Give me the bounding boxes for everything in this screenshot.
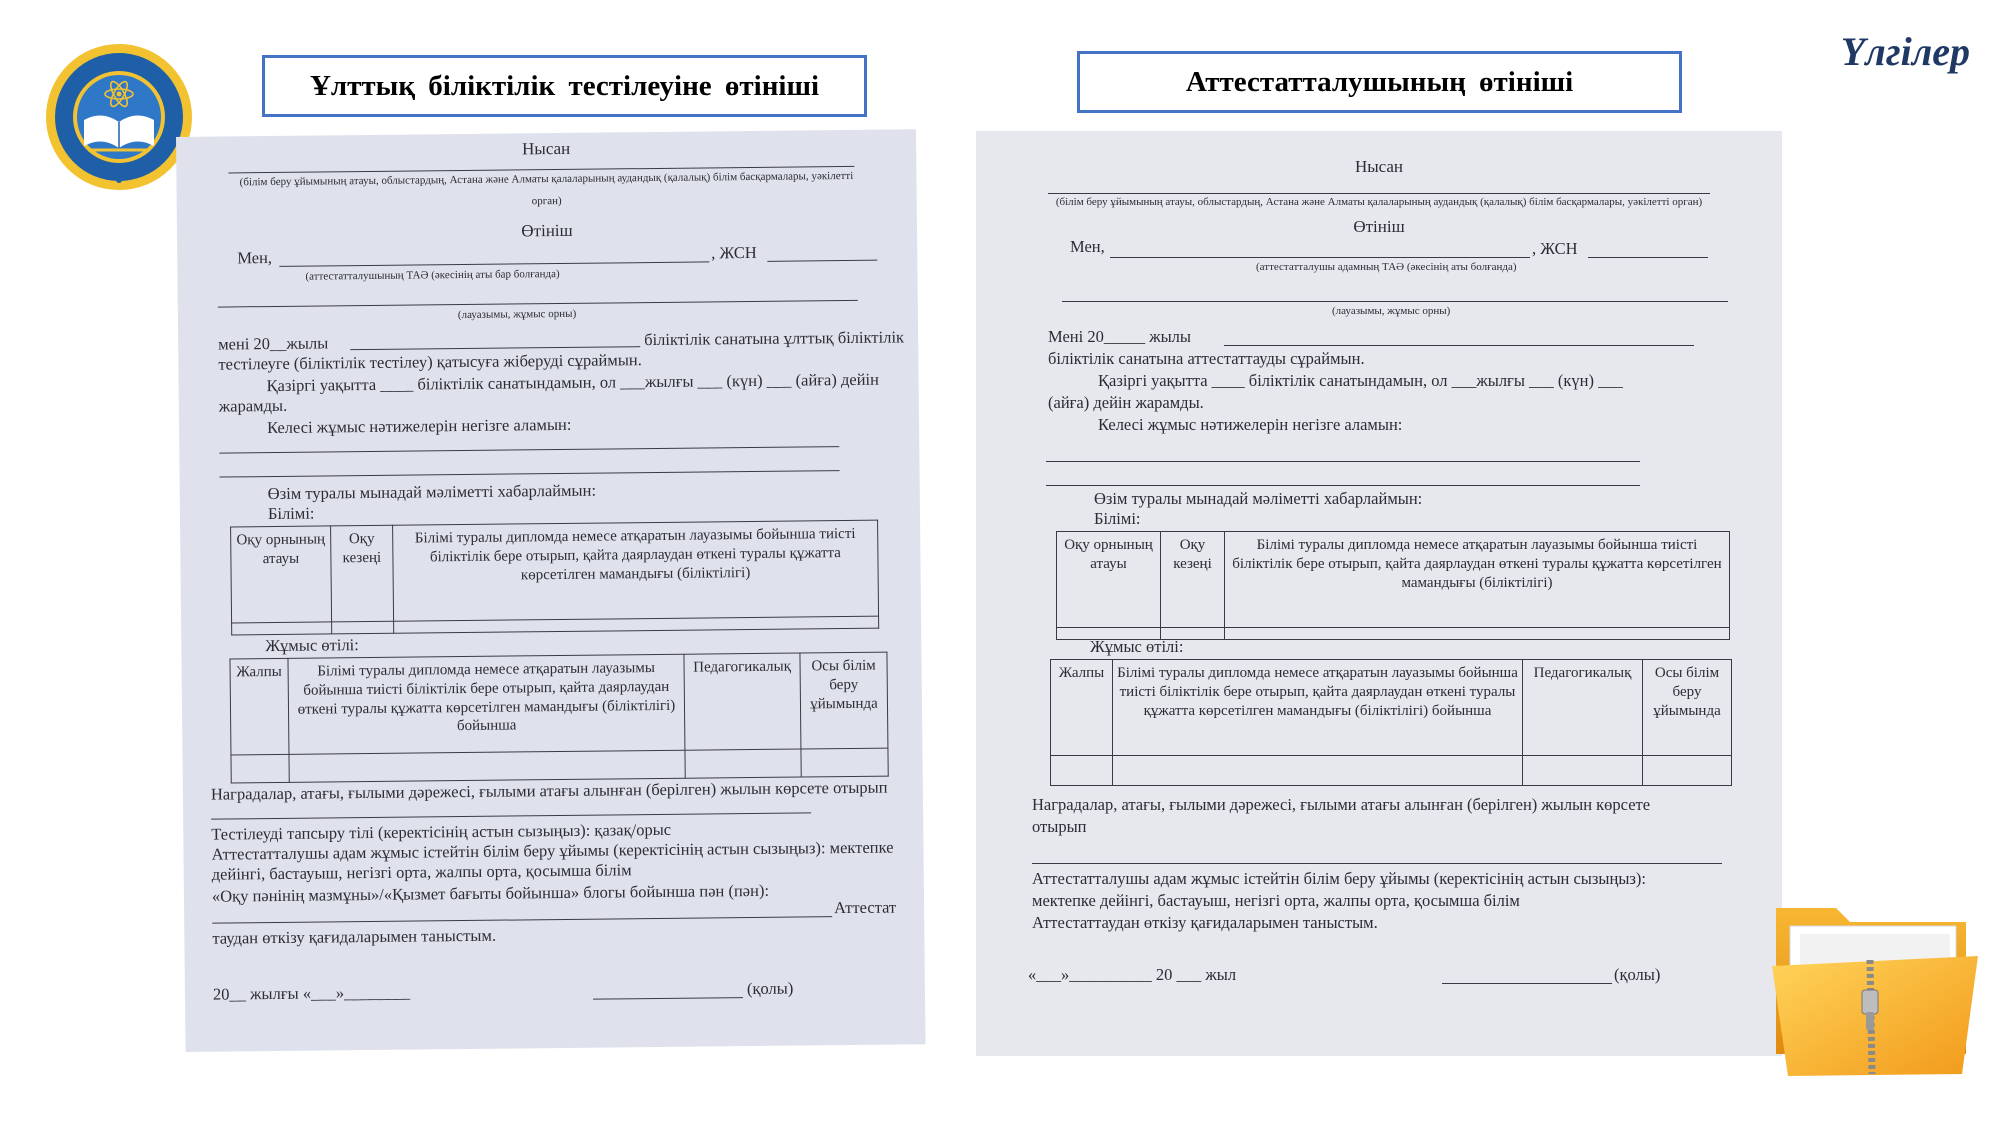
signature-label: (қолы) (1614, 965, 1661, 984)
org-text-1: Аттестатталушы адам жұмыс істейтін білім беру ұйымы (керектісінің астын сызыңыз): (1032, 869, 1647, 888)
position-hint: (лауазымы, жұмыс орны) (1332, 305, 1451, 317)
signature-label: (қолы) (746, 978, 794, 999)
para-3: Келесі жұмыс нәтижелерін негізге аламын: (266, 414, 572, 438)
para-2b: жарамды. (218, 395, 288, 416)
date-line: 20__ жылғы «___»________ (212, 982, 411, 1004)
subject-text: «Оқу пәнінің мазмұны»/«Қызмет бағыты бойынша» блогы бойынша пән (пән): (211, 880, 770, 906)
org-text-1: Аттестатталушы адам жұмыс істейтін білім беру ұйымы (керектісінің астын сызыңыз): мектепке (211, 837, 894, 864)
rules-text: Аттестаттаудан өткізу қағидаларымен таныстым. (1032, 913, 1378, 932)
education-table (1056, 531, 1730, 640)
edu-col-specialty: Білімі туралы дипломда немесе атқаратын лауазымы бойынша тиісті біліктілік бере отырып, қайта даярлаудан өткені туралы құжатта көрсетілген мамандығы (біліктілігі) (393, 520, 879, 621)
para-1b: біліктілік санатына ұлттық біліктілік (644, 327, 905, 350)
para-2a: Қазіргі уақытта ____ біліктілік санатындамын, ол ___жылғы ___ (күн) ___ (айға) дейін (266, 369, 880, 396)
para-2b: (айға) дейін жарамды. (1048, 393, 1204, 412)
work-table (229, 652, 888, 784)
work-col-total: Жалпы (1051, 660, 1113, 756)
iin-label: , ЖСН (711, 242, 757, 263)
edu-col-institution: Оқу орнының атауы (1057, 532, 1161, 628)
work-col-total: Жалпы (230, 658, 289, 755)
para-2a: Қазіргі уақытта ____ біліктілік санатындамын, ол ___жылғы ___ (күн) ___ (1098, 371, 1623, 390)
para-1c: тестілеуге (біліктілік тестілеу) қатысуға жіберуді сұраймын. (218, 350, 642, 374)
work-table (1050, 659, 1732, 786)
me-label: Мен, (1070, 237, 1105, 256)
awards-text-1: Наградалар, атағы, ғылыми дәрежесі, ғылыми атағы алынған (берілген) жылын көрсете (1032, 795, 1651, 814)
para-1a: Мені 20_____ жылы (1048, 327, 1191, 346)
work-col-specialty: Білімі туралы дипломда немесе атқаратын лауазымы бойынша тиісті біліктілік бере отырып, қайта даярлаудан өткені туралы құжатта көрсетілген мамандығы (біліктілігі) бойынша (1113, 660, 1523, 756)
education-label: Білімі: (267, 503, 315, 524)
org-text-2: дейінгі, бастауыш, негізгі орта, жалпы орта, қосымша білім (211, 860, 632, 884)
about-label: Өзім туралы мынадай мәліметті хабарлаймын: (267, 480, 597, 504)
iin-label: , ЖСН (1532, 239, 1578, 258)
slide-title: Үлгілер (1840, 29, 1970, 74)
org-hint: (білім беру ұйымының атауы, облыстардың, Астана және Алматы қалаларының аудандық (қалалық) білім басқармалары, уәкілетті (239, 169, 854, 189)
education-table (230, 520, 879, 636)
left-form-photo (176, 129, 926, 1052)
awards-text: Наградалар, атағы, ғылыми дәрежесі, ғылыми атағы алынған (берілген) жылын көрсете отырып (210, 777, 888, 804)
work-col-pedagogical: Педагогикалық (1523, 660, 1643, 756)
zip-folder-icon (1766, 878, 1986, 1088)
work-col-pedagogical: Педагогикалық (684, 653, 801, 750)
form-title: Өтініш (1353, 217, 1405, 236)
work-label: Жұмыс өтілі: (1090, 637, 1184, 656)
ministry-emblem-logo (44, 42, 194, 192)
position-hint: (лауазымы, жұмыс орны) (457, 307, 577, 322)
edu-col-specialty: Білімі туралы дипломда немесе атқаратын лауазымы бойынша тиісті біліктілік бере отырып, қайта даярлаудан өткені туралы құжатта көрсетілген мамандығы (біліктілігі) (1225, 532, 1730, 628)
org-hint: (білім беру ұйымының атауы, облыстардың, Астана және Алматы қалаларының аудандық (қалалық) білім басқармалары, уәкілетті орган) (1055, 196, 1703, 208)
form-title: Өтініш (521, 220, 573, 241)
name-hint: (аттестатталушы адамның ТАӘ (әкесінің аты болғанда) (1256, 261, 1517, 273)
about-label: Өзім туралы мынадай мәліметті хабарлаймын: (1094, 489, 1423, 508)
edu-col-period: Оқу кезеңі (331, 525, 394, 622)
me-label: Мен, (237, 248, 273, 268)
para-1b: біліктілік санатына аттестаттауды сұраймын. (1048, 349, 1365, 368)
edu-col-institution: Оқу орнының атауы (231, 526, 332, 623)
right-caption: Аттестатталушының өтініші (1077, 51, 1682, 113)
work-col-this-org: Осы білім беру ұйымында (800, 652, 888, 749)
attest-text: Аттестат (834, 897, 897, 918)
left-caption: Ұлттық біліктілік тестілеуіне өтініші (262, 55, 867, 117)
work-col-this-org: Осы білім беру ұйымында (1643, 660, 1732, 756)
para-3: Келесі жұмыс нәтижелерін негізге аламын: (1098, 415, 1403, 434)
para-1a: мені 20__жылы (218, 333, 329, 354)
rules-text: таудан өткізу қағидаларымен таныстым. (212, 925, 497, 948)
language-text: Тестілеуді тапсыру тілі (керектісінің астын сызыңыз): қазақ/орыс (211, 819, 672, 844)
name-hint: (аттестатталушының ТАӘ (әкесінің аты бар болғанда) (305, 267, 560, 283)
work-col-specialty: Білімі туралы дипломда немесе атқаратын лауазымы бойынша тиісті біліктілік бере отырып, қайта даярлаудан өткені туралы құжатта көрсетілген мамандығы (біліктілігі) бойынша (288, 654, 685, 754)
work-label: Жұмыс өтілі: (265, 635, 359, 656)
form-label: Нысан (1354, 157, 1404, 176)
org-text-2: мектепке дейінгі, бастауыш, негізгі орта, жалпы орта, қосымша білім (1032, 891, 1520, 910)
form-label: Нысан (521, 138, 571, 159)
right-form-photo (976, 131, 1782, 1056)
education-label: Білімі: (1094, 509, 1141, 528)
org-hint-2: орган) (531, 194, 562, 208)
edu-col-period: Оқу кезеңі (1161, 532, 1225, 628)
awards-text-2: отырып (1032, 817, 1087, 836)
date-line: «___»__________ 20 ___ жыл (1028, 965, 1237, 984)
